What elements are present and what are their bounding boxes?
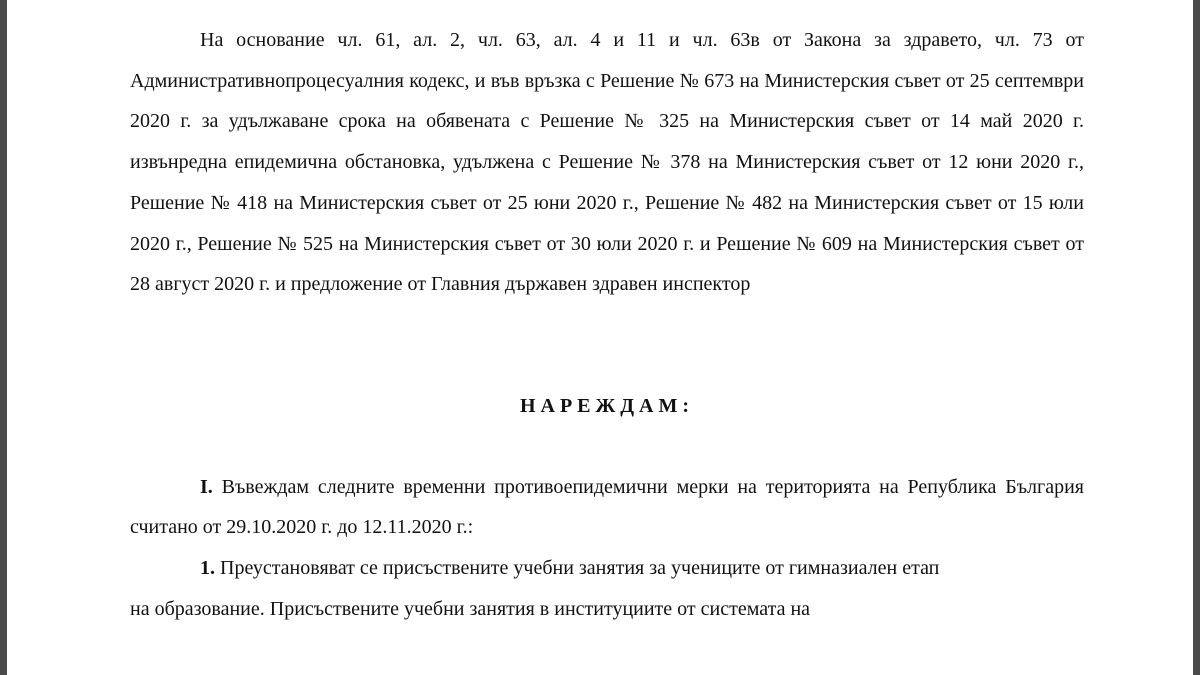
right-border [1193,0,1200,675]
item-1-label: 1. [200,557,215,580]
order-heading: НАРЕЖДАМ: [519,394,695,417]
left-border [0,0,7,675]
item-1-continuation: на образование. Присъствените учебни занятия в институциите от системата на [130,597,811,620]
section-1-paragraph [130,467,1084,548]
preamble-paragraph: На основание чл. 61, ал. 2, чл. 63, ал. 4 и 11 и чл. 63в от Закона за здравето, чл. 73 от Административнопроцесуалния кодекс, и във връзка с Решение № 673 на Министерския съвет от 25 септември 2020 г. за удължаване срока на обявената с Решение № 325 на Министерския съвет от 14 май 2020 г. извънредна епидемична обстановка, удължена с Решение № 378 на Министерския съвет от 12 юни 2020 г., Решение № 418 на Министерския съвет от 25 юни 2020 г., Решение № 482 на Министерския съвет от 15 юли 2020 г., Решение № 525 на Министерския съвет от 30 юли 2020 г. и Решение № 609 на Министерския съвет от 28 август 2020 г. и предложение от Главния държавен здравен инспектор [130,29,1084,296]
item-1-text: Преустановяват се присъствените учебни занятия за учениците от гимназиален етап [215,557,940,580]
section-1-text: Въвеждам следните временни противоепидемични мерки на територията на Република България считано от 29.10.2020 г. до 12.11.2020 г.: [130,475,1084,539]
section-1-label: I. [200,475,213,498]
item-1-paragraph [130,548,1084,589]
document-page [130,20,1084,629]
